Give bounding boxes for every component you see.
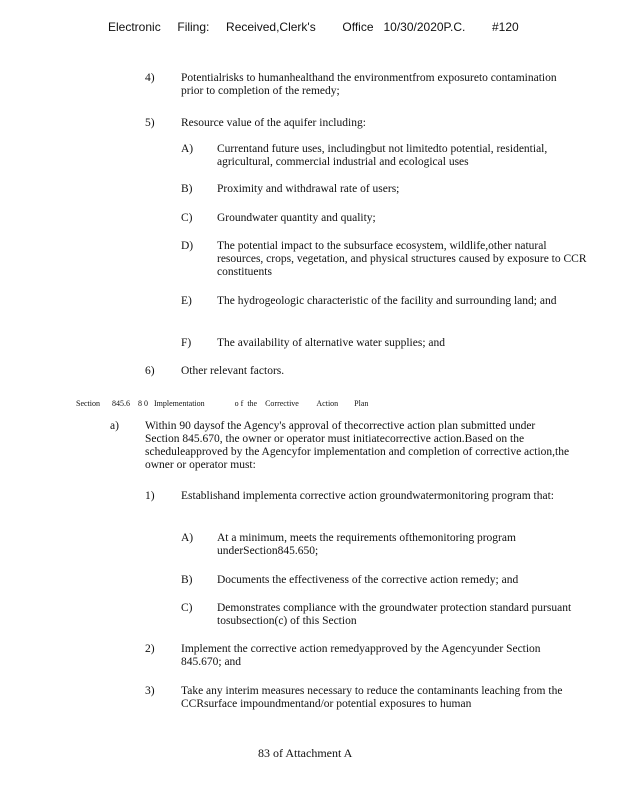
subitem-number: B): [181, 183, 193, 195]
subitem-number: A): [181, 143, 194, 155]
subitem-number: F): [181, 337, 192, 349]
item-text: Resource value of the aquifer including:: [181, 117, 366, 129]
paragraph-text: Within 90 daysof the Agency's approval of thecorrective action plan submitted under Section 845.670, the owner or operator must initiatecorrective action.Based on the scheduleapproved by the Agencyfor implementation and completion of corrective action,the owner or operator must:: [145, 420, 570, 471]
item-text: Take any interim measures necessary to reduce the contaminants leaching from the CCRsurface impoundmentand/or potential exposures to human: [181, 685, 563, 710]
subitem-text: The availability of alternative water supplies; and: [217, 337, 446, 349]
item-number: 3): [145, 685, 155, 697]
item-text: Establishand implementa corrective action groundwatermonitoring program that:: [181, 490, 554, 502]
item-text: Other relevant factors.: [181, 365, 285, 377]
subitem-text: The potential impact to the subsurface ecosystem, wildlife,other natural resources, crops, vegetation, and physical structures caused by exposure to CCR constituents: [217, 240, 587, 278]
subitem-text: Demonstrates compliance with the groundwater protection standard pursuant tosubsection(c) of this Section: [217, 602, 572, 627]
item-number: 5): [145, 117, 155, 129]
item-text: Potentialrisks to humanhealthand the environmentfrom exposureto contamination prior to completion of the remedy;: [181, 72, 557, 97]
item-number: 1): [145, 490, 155, 502]
subitem-text: At a minimum, meets the requirements ofthemonitoring program underSection845.650;: [217, 532, 516, 557]
subitem-text: Groundwater quantity and quality;: [217, 212, 376, 224]
subitem-number: B): [181, 574, 193, 586]
subitem-number: A): [181, 532, 194, 544]
subitem-number: C): [181, 602, 193, 614]
subitem-text: Documents the effectiveness of the corrective action remedy; and: [217, 574, 519, 586]
item-number: 6): [145, 365, 155, 377]
subitem-text: Proximity and withdrawal rate of users;: [217, 183, 400, 195]
page-footer: 83 of Attachment A: [258, 746, 353, 760]
section-heading: Section 845.6 8 0 Implementation o f the Corrective Action Plan: [76, 399, 369, 408]
subitem-number: D): [181, 240, 194, 252]
subitem-text: Currentand future uses, includingbut not limitedto potential, residential, agricultural, commercial industrial and ecological uses: [217, 143, 548, 168]
subitem-number: E): [181, 295, 192, 307]
subitem-number: C): [181, 212, 193, 224]
item-text: Implement the corrective action remedyapproved by the Agencyunder Section 845.670; and: [181, 643, 541, 668]
item-number: 4): [145, 72, 155, 84]
paragraph-letter: a): [110, 420, 119, 432]
subitem-text: The hydrogeologic characteristic of the facility and surrounding land; and: [217, 295, 557, 307]
filing-header: Electronic Filing: Received,Clerk's Office 10/30/2020P.C. #120: [108, 20, 519, 34]
item-number: 2): [145, 643, 155, 655]
